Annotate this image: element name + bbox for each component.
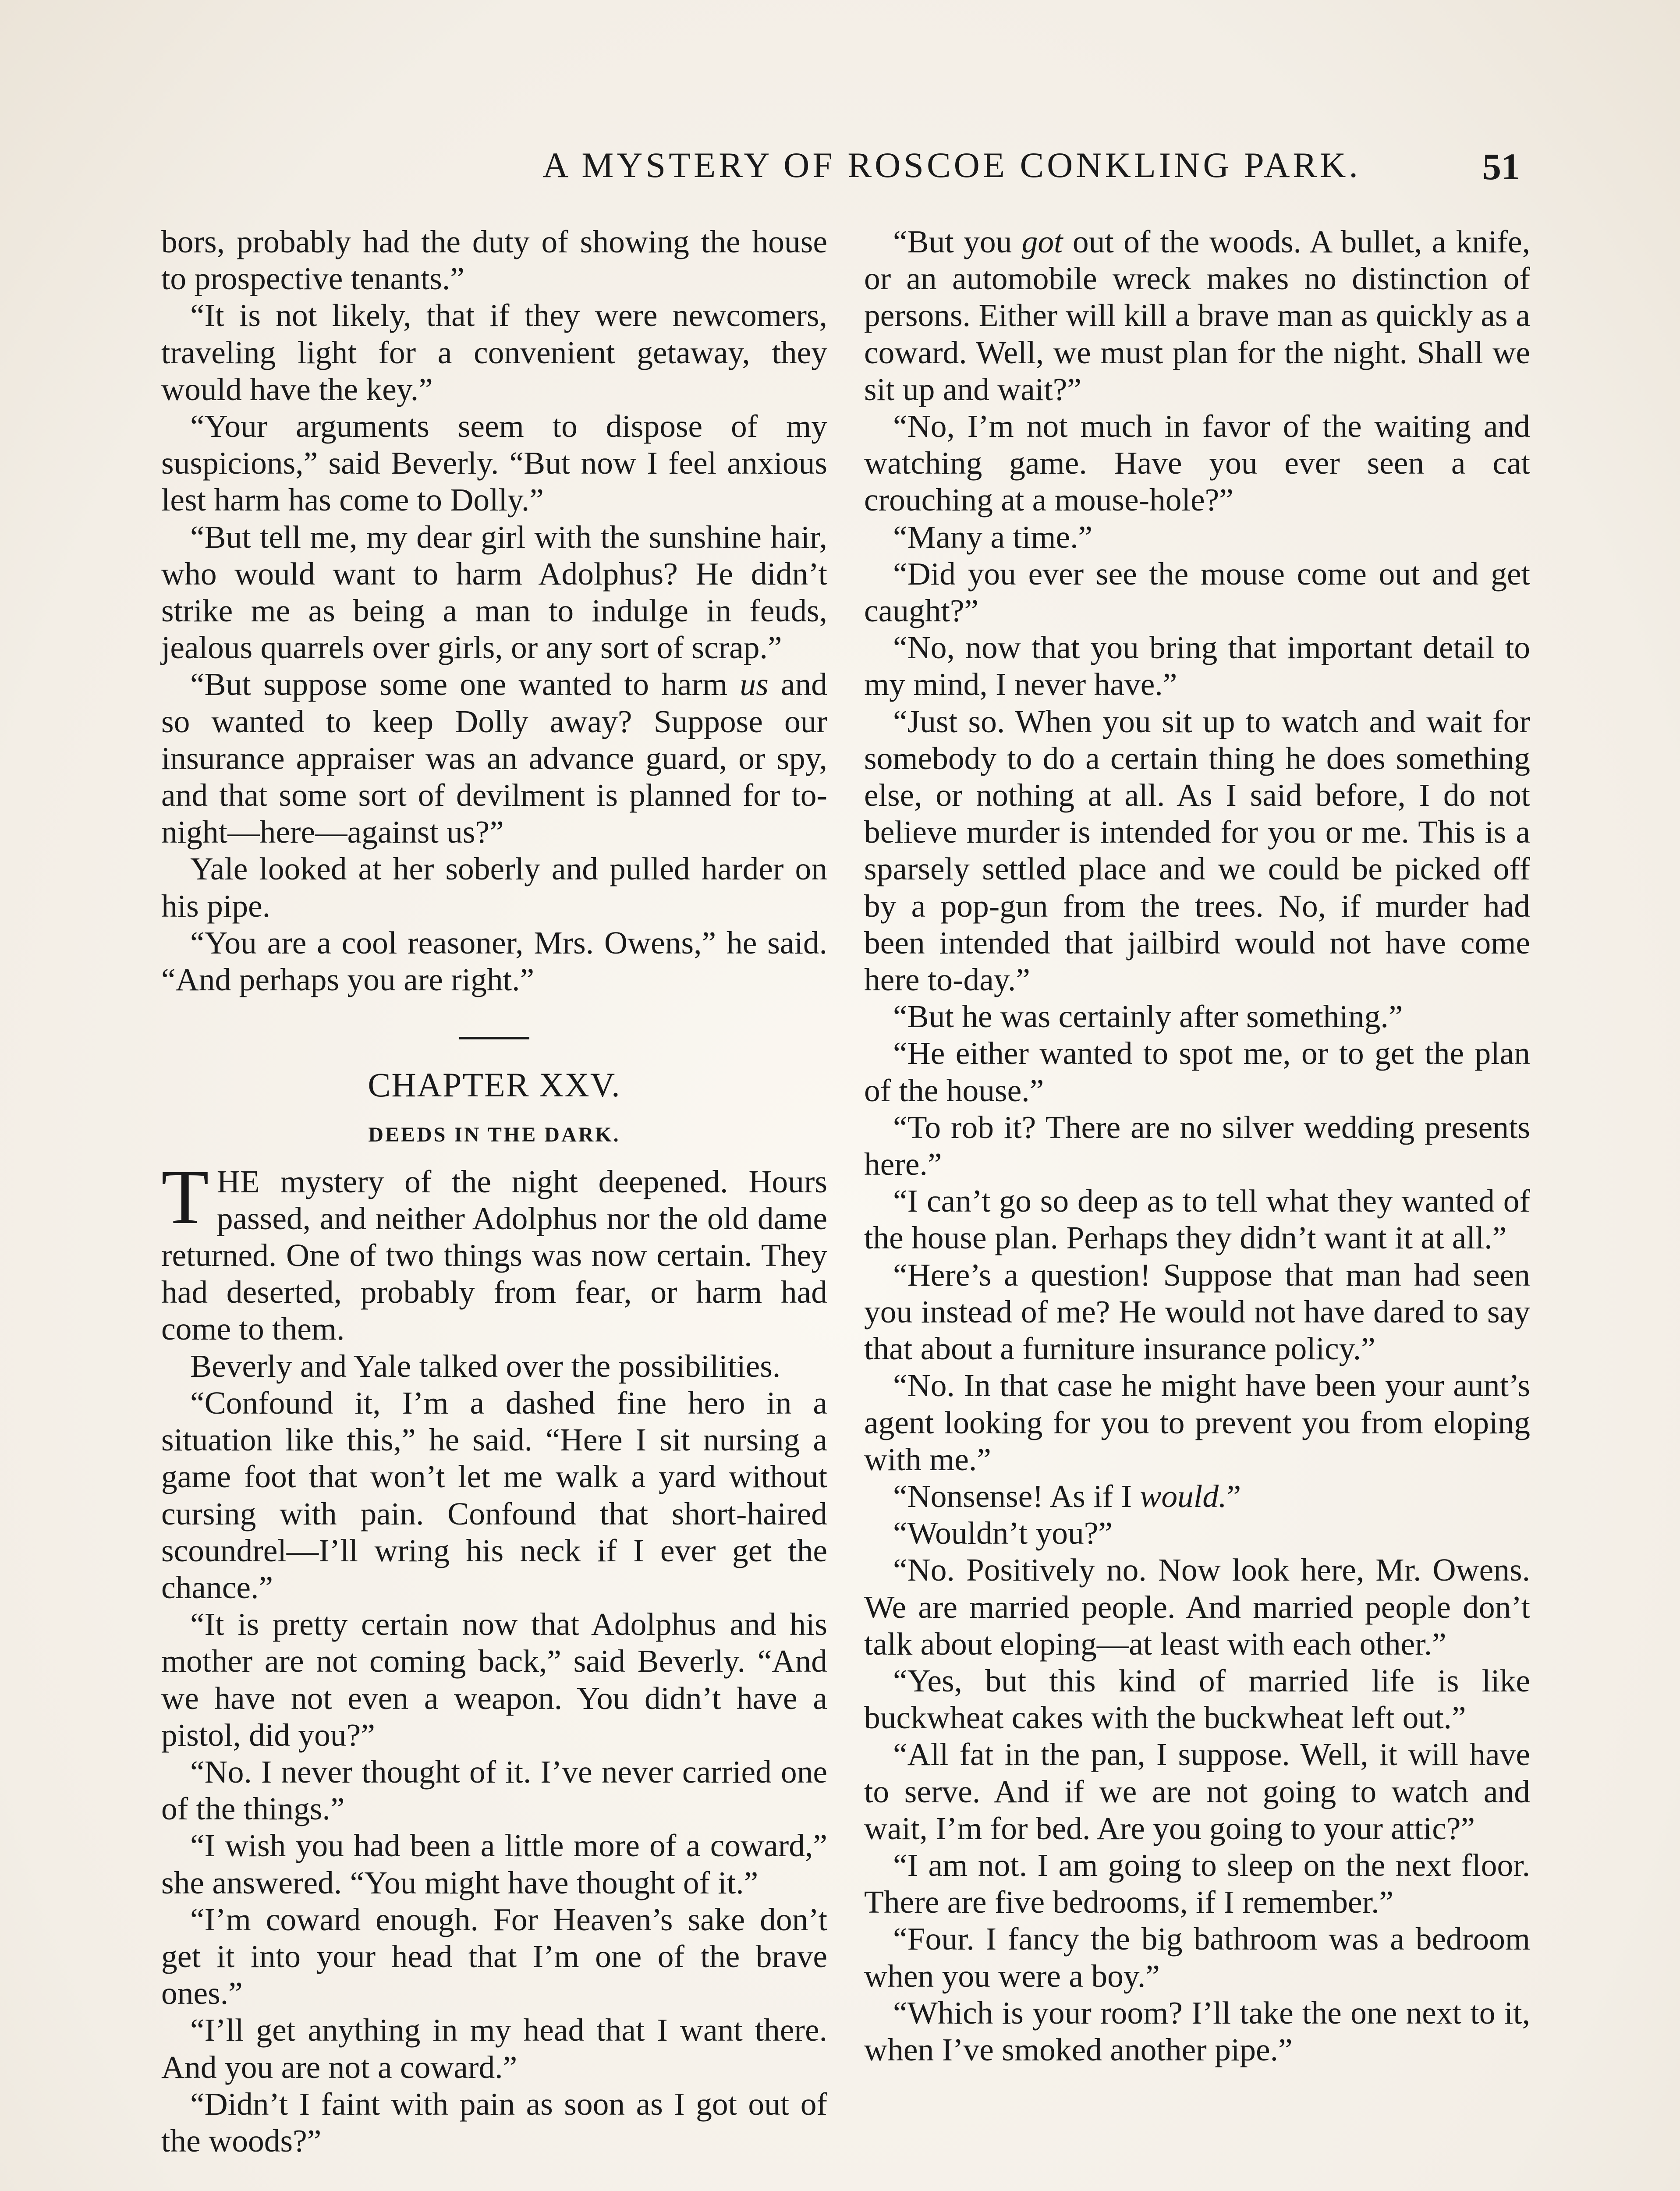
paragraph: “I wish you had been a little more of a coward,” she answered. “You might have thought of it.” bbox=[161, 1828, 827, 1900]
paragraph: Beverly and Yale talked over the possibilities. bbox=[190, 1348, 781, 1384]
paragraph: “Which is your room? I’ll take the one next to it, when I’ve smoked another pipe.” bbox=[864, 1995, 1530, 2067]
paragraph: “It is not likely, that if they were newcomers, traveling light for a convenient getaway, they would have the key.” bbox=[161, 298, 827, 407]
drop-cap: T bbox=[161, 1153, 209, 1240]
paragraph: “He either wanted to spot me, or to get the plan of the house.” bbox=[864, 1035, 1530, 1108]
paragraph: “Just so. When you sit up to watch and wait for somebody to do a certain thing he does something else, or nothing at all. As I said before, I do not believe murder is intended for you or me. This is a sparsely settled place and we could be picked off by a pop-gun from the trees. No, if murder had been intended that jailbird would not have come here to-day.” bbox=[864, 703, 1530, 998]
paragraph: “Here’s a question! Suppose that man had seen you instead of me? He would not have dared to say that about a furniture insurance policy.” bbox=[864, 1257, 1530, 1367]
paragraph: “But tell me, my dear girl with the sunshine hair, who would want to harm Adolphus? He didn’t strike me as being a man to indulge in feuds, jealous quarrels over girls, or any sort of scrap.” bbox=[161, 519, 827, 666]
text-run: “But suppose some one wanted to harm bbox=[190, 667, 740, 702]
paragraph: “You are a cool reasoner, Mrs. Owens,” he said. “And perhaps you are right.” bbox=[161, 925, 827, 998]
text-run: ” bbox=[1226, 1478, 1241, 1514]
emphasis-text: would. bbox=[1140, 1478, 1227, 1514]
paragraph: “Four. I fancy the big bathroom was a bedroom when you were a boy.” bbox=[864, 1921, 1530, 1994]
left-column bbox=[161, 223, 827, 2159]
paragraph: “Your arguments seem to dispose of my suspicions,” said Beverly. “But now I feel anxious lest harm has come to Dolly.” bbox=[161, 408, 827, 518]
right-column bbox=[864, 223, 1530, 2068]
paragraph: “I’ll get anything in my head that I want there. And you are not a coward.” bbox=[161, 2012, 827, 2085]
chapter-title: CHAPTER XXV. bbox=[368, 1066, 621, 1104]
paragraph: “I’m coward enough. For Heaven’s sake don’t get it into your head that I’m one of the brave ones.” bbox=[161, 1901, 827, 2011]
paragraph: “It is pretty certain now that Adolphus and his mother are not coming back,” said Beverly. “And we have not even a weapon. You didn’t have a pistol, did you?” bbox=[161, 1606, 827, 1753]
paragraph: “Yes, but this kind of married life is like buckwheat cakes with the buckwheat left out.” bbox=[864, 1663, 1530, 1736]
paragraph: “Did you ever see the mouse come out and get caught?” bbox=[864, 556, 1530, 629]
text-run: and so wanted to keep Dolly away? Suppose our insurance appraiser was an advance guard, or spy, and that some sort of devilment is planned for to-night—here—against us?” bbox=[161, 667, 828, 850]
page-number: 51 bbox=[1482, 145, 1520, 188]
paragraph: “No. Positively no. Now look here, Mr. Owens. We are married people. And married people don’t talk about eloping—at least with each other.” bbox=[864, 1552, 1530, 1662]
paragraph: “To rob it? There are no silver wedding presents here.” bbox=[864, 1109, 1530, 1182]
paragraph: Yale looked at her soberly and pulled harder on his pipe. bbox=[161, 851, 827, 924]
paragraph bbox=[864, 1478, 1530, 1515]
paragraph: “I am not. I am going to sleep on the next floor. There are five bedrooms, if I remember.” bbox=[864, 1847, 1530, 1920]
paragraph bbox=[161, 666, 827, 851]
paragraph: bors, probably had the duty of showing the house to prospective tenants.” bbox=[161, 224, 827, 297]
emphasis-text: got bbox=[1021, 224, 1063, 259]
paragraph: “I can’t go so deep as to tell what they wanted of the house plan. Perhaps they didn’t want it at all.” bbox=[864, 1183, 1530, 1256]
paragraph: “No, I’m not much in favor of the waiting and watching game. Have you ever seen a cat crouching at a mouse-hole?” bbox=[864, 408, 1530, 518]
chapter-opening-paragraph bbox=[161, 1153, 827, 1348]
paragraph: “Many a time.” bbox=[893, 519, 1093, 555]
text-run: HE mystery of the night deepened. Hours passed, and neither Adolphus nor the old dame returned. One of two things was now certain. They had deserted, probably from fear, or harm had come to them. bbox=[161, 1163, 827, 1347]
paragraph: “No. In that case he might have been your aunt’s agent looking for you to prevent you from eloping with me.” bbox=[864, 1368, 1530, 1477]
chapter-divider-rule bbox=[459, 1037, 529, 1039]
chapter-subtitle: DEEDS IN THE DARK. bbox=[368, 1123, 620, 1147]
paragraph: “Wouldn’t you?” bbox=[893, 1515, 1113, 1551]
paragraph: “Confound it, I’m a dashed fine hero in a situation like this,” he said. “Here I sit nursing a game foot that won’t let me walk a yard without cursing with pain. Confound that short-haired scoundrel—I’ll wring his neck if I ever get the chance.” bbox=[161, 1385, 827, 1605]
running-head-title: A MYSTERY OF ROSCOE CONKLING PARK. bbox=[542, 145, 1361, 185]
paragraph: “No. I never thought of it. I’ve never carried one of the things.” bbox=[161, 1754, 827, 1827]
paragraph: “No, now that you bring that important detail to my mind, I never have.” bbox=[864, 630, 1530, 702]
text-run: “But you bbox=[893, 224, 1022, 259]
paragraph: “Didn’t I faint with pain as soon as I got out of the woods?” bbox=[161, 2086, 827, 2159]
paragraph: “All fat in the pan, I suppose. Well, it will have to serve. And if we are not going to watch and wait, I’m for bed. Are you going to your attic?” bbox=[864, 1737, 1530, 1846]
text-run: out of the woods. A bullet, a knife, or an automobile wreck makes no distinction of persons. Either will kill a brave man as quickly as a coward. Well, we must plan for the night. Shall we sit up and wait?” bbox=[864, 224, 1530, 407]
paragraph bbox=[864, 223, 1530, 408]
emphasis-text: us bbox=[740, 667, 769, 702]
text-run: “Nonsense! As if I bbox=[893, 1478, 1140, 1514]
paragraph: “But he was certainly after something.” bbox=[893, 999, 1403, 1035]
